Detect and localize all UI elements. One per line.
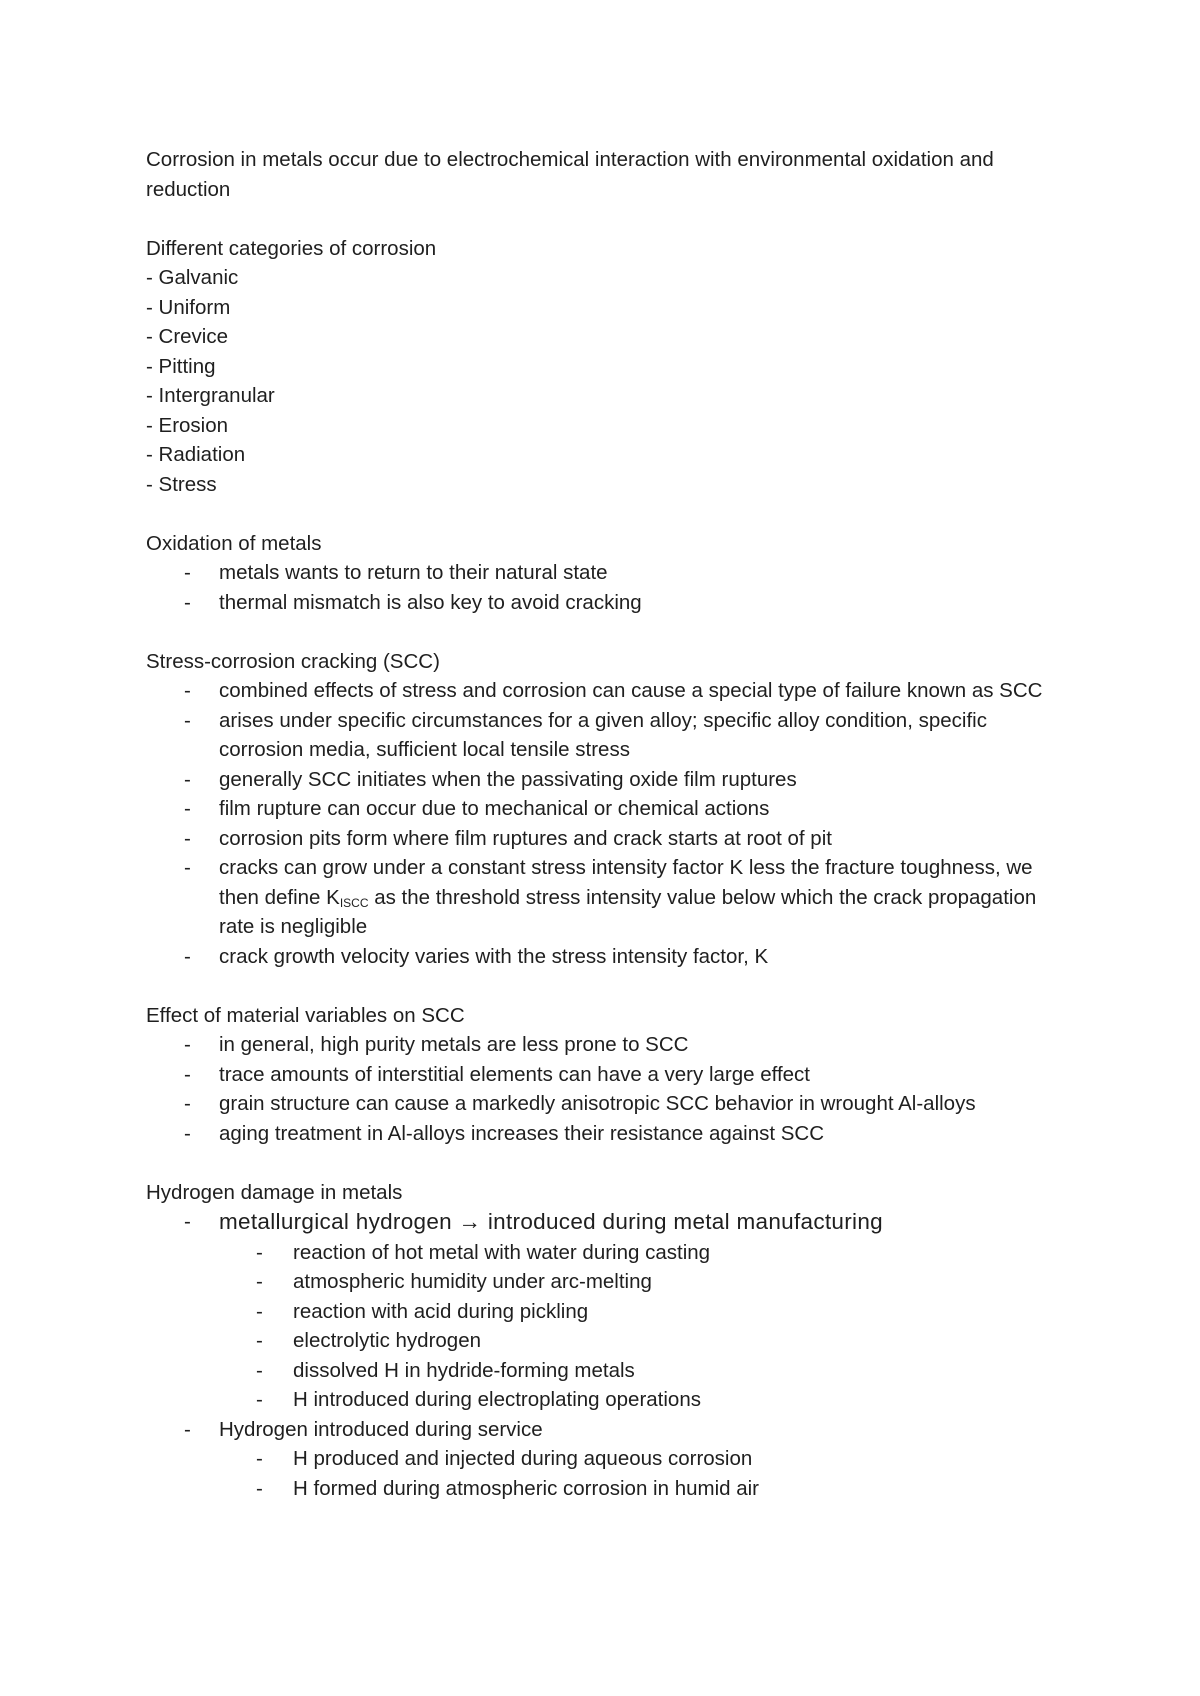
oxidation-heading: Oxidation of metals — [146, 531, 322, 555]
list-item-text: corrosion pits form where film ruptures and crack starts at root of pit — [219, 826, 832, 850]
dash-bullet: - — [184, 856, 191, 879]
dash-bullet: - — [184, 708, 191, 732]
dash-bullet: - — [184, 590, 191, 614]
categories-list — [146, 263, 1076, 499]
list-item — [146, 1444, 1076, 1474]
list-item-text: reaction with acid during pickling — [293, 1299, 589, 1323]
list-item-text: thermal mismatch is also key to avoid cracking — [219, 590, 642, 614]
hydrogen-list — [146, 1207, 1076, 1503]
list-item: - Crevice — [146, 325, 229, 348]
dash-bullet: - — [256, 1388, 263, 1411]
dash-bullet: - — [256, 1270, 263, 1293]
dash-bullet: - — [256, 1329, 263, 1352]
dash-bullet: - — [184, 767, 191, 791]
hydrogen-heading: Hydrogen damage in metals — [146, 1180, 403, 1204]
scc-list — [146, 676, 1076, 971]
material-list — [146, 1030, 1076, 1148]
list-item — [146, 1030, 1076, 1060]
dash-bullet: - — [184, 944, 191, 968]
kiscc-text-before: cracks can grow under a constant stress intensity factor K less the fracture toughness, we then define K — [219, 856, 1033, 909]
dash-bullet: - — [256, 1476, 263, 1500]
list-item — [146, 1474, 1076, 1504]
list-item: - Stress — [146, 472, 217, 496]
list-item — [146, 824, 1076, 854]
dash-bullet: - — [184, 561, 191, 584]
list-item: - Erosion — [146, 413, 229, 437]
material-heading: Effect of material variables on SCC — [146, 1003, 465, 1027]
list-item — [146, 1238, 1076, 1268]
list-item-text: H introduced during electroplating operations — [293, 1388, 701, 1411]
list-item — [146, 1326, 1076, 1356]
list-item — [146, 1060, 1076, 1090]
list-item-text: combined effects of stress and corrosion can cause a special type of failure known as SCC — [219, 679, 1043, 702]
list-item — [146, 1297, 1076, 1327]
dash-bullet: - — [184, 1062, 191, 1086]
list-item: - Pitting — [146, 354, 216, 378]
list-item — [146, 588, 1076, 618]
list-item: - Galvanic — [146, 266, 239, 289]
kiscc-subscript: ISCC — [339, 895, 369, 910]
categories-heading: Different categories of corrosion — [146, 236, 437, 260]
spacer — [146, 617, 1076, 647]
dash-bullet: - — [184, 1210, 191, 1233]
list-item: - Uniform — [146, 295, 231, 319]
list-item: - Intergranular — [146, 384, 275, 407]
list-item-text: H produced and injected during aqueous corrosion — [293, 1447, 753, 1470]
dash-bullet: - — [184, 1121, 191, 1145]
dash-bullet: - — [184, 797, 191, 820]
list-item — [146, 558, 1076, 588]
list-item-text: in general, high purity metals are less prone to SCC — [219, 1033, 689, 1056]
list-item — [146, 1385, 1076, 1415]
list-item-text: grain structure can cause a markedly anisotropic SCC behavior in wrought Al-alloys — [219, 1092, 976, 1115]
list-item-text: film rupture can occur due to mechanical or chemical actions — [219, 797, 770, 820]
list-item: - Radiation — [146, 443, 246, 466]
service-sublist — [146, 1444, 1076, 1503]
list-item — [146, 706, 1076, 765]
list-item-text: arises under specific circumstances for a given alloy; specific alloy condition, specific corrosion media, sufficient local tensile stress — [219, 708, 987, 761]
list-item-text: reaction of hot metal with water during casting — [293, 1240, 711, 1264]
dash-bullet: - — [256, 1299, 263, 1323]
intro-paragraph: Corrosion in metals occur due to electrochemical interaction with environmental oxidation and reduction — [146, 148, 994, 201]
dash-bullet: - — [184, 826, 191, 850]
dash-bullet: - — [184, 679, 191, 702]
kiscc-text-after: as the threshold stress intensity value below which the crack propagation rate is negligible — [219, 885, 1037, 938]
list-item — [146, 676, 1076, 706]
oxidation-list — [146, 558, 1076, 617]
list-item — [146, 1119, 1076, 1149]
list-item — [146, 1207, 1076, 1415]
spacer — [146, 1148, 1076, 1178]
list-item — [146, 1267, 1076, 1297]
dash-bullet: - — [184, 1033, 191, 1056]
service-hydrogen-text: Hydrogen introduced during service — [219, 1417, 543, 1441]
spacer — [146, 971, 1076, 1001]
spacer — [146, 204, 1076, 234]
list-item-text: dissolved H in hydride-forming metals — [293, 1358, 635, 1382]
dash-bullet: - — [256, 1240, 263, 1264]
list-item-text: electrolytic hydrogen — [293, 1329, 482, 1352]
spacer — [146, 499, 1076, 529]
list-item — [146, 1415, 1076, 1504]
scc-heading: Stress-corrosion cracking (SCC) — [146, 649, 440, 673]
list-item-text: trace amounts of interstitial elements can have a very large effect — [219, 1062, 811, 1086]
list-item — [146, 765, 1076, 795]
document-page — [146, 145, 1076, 1503]
list-item-text: aging treatment in Al-alloys increases their resistance against SCC — [219, 1121, 825, 1145]
list-item-text: metals wants to return to their natural state — [219, 561, 608, 584]
list-item — [146, 1356, 1076, 1386]
dash-bullet: - — [256, 1447, 263, 1470]
list-item-text: generally SCC initiates when the passivating oxide film ruptures — [219, 767, 797, 791]
list-item-text: H formed during atmospheric corrosion in humid air — [293, 1476, 760, 1500]
list-item — [146, 853, 1076, 942]
dash-bullet: - — [184, 1092, 191, 1115]
dash-bullet: - — [184, 1417, 191, 1441]
list-item-text: crack growth velocity varies with the stress intensity factor, K — [219, 944, 769, 968]
list-item — [146, 794, 1076, 824]
dash-bullet: - — [256, 1358, 263, 1382]
metallurgical-hydrogen-text: metallurgical hydrogen → introduced during metal manufacturing — [219, 1209, 883, 1234]
list-item — [146, 1089, 1076, 1119]
list-item — [146, 942, 1076, 972]
list-item-text: atmospheric humidity under arc-melting — [293, 1270, 652, 1293]
metallurgical-sublist — [146, 1238, 1076, 1415]
